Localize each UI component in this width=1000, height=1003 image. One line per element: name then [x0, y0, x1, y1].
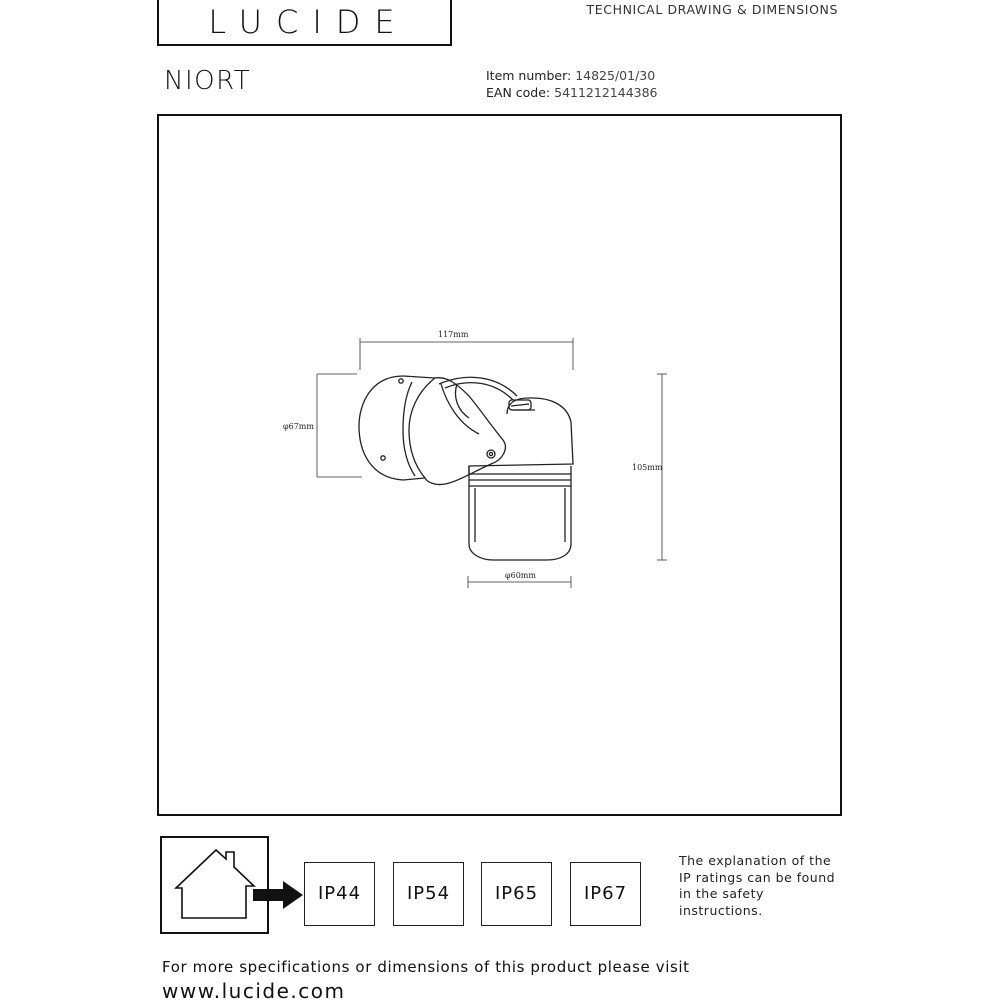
- dim-base-label: φ67mm: [283, 422, 314, 431]
- ip-note-line: The explanation of the: [679, 853, 832, 868]
- ean-code-label: EAN code:: [486, 84, 551, 100]
- ip-rating-ip67: IP67: [570, 862, 641, 926]
- item-number-label: Item number:: [486, 68, 572, 83]
- ip-rating-ip65: IP65: [481, 862, 552, 926]
- house-icon: [162, 838, 267, 932]
- ip-explanation: [679, 853, 835, 919]
- brand-logo: [157, 0, 452, 46]
- dim-height-label: 105mm: [632, 463, 663, 472]
- lamp-drawing: [359, 376, 573, 560]
- ean-code-row: [486, 85, 658, 102]
- ip-rating-ip44: IP44: [304, 862, 375, 926]
- item-number-value: 14825/01/30: [575, 68, 656, 83]
- dimension-width: [360, 338, 573, 370]
- dim-width-label: 117mm: [438, 330, 469, 339]
- item-number-row: [486, 68, 658, 85]
- arrow-right-icon: [253, 880, 305, 910]
- document-type: TECHNICAL DRAWING & DIMENSIONS: [586, 2, 838, 17]
- ip-note-line: instructions.: [679, 902, 763, 918]
- footer-text: For more specifications or dimensions of this product please visit: [162, 958, 690, 976]
- technical-drawing: [157, 114, 842, 816]
- ip-note-line: IP ratings can be found: [679, 869, 836, 885]
- ean-code-value: 5411212144386: [554, 84, 658, 100]
- dimension-base: [317, 374, 362, 477]
- product-meta: [486, 68, 658, 101]
- logo-text: LUCIDE: [208, 3, 409, 41]
- website-link[interactable]: www.lucide.com: [162, 979, 346, 1003]
- product-name: NIORT: [164, 66, 252, 96]
- ip-rating-ip54: IP54: [393, 862, 464, 926]
- ip-note-line: in the safety: [679, 886, 764, 901]
- dim-head-label: φ60mm: [505, 571, 536, 580]
